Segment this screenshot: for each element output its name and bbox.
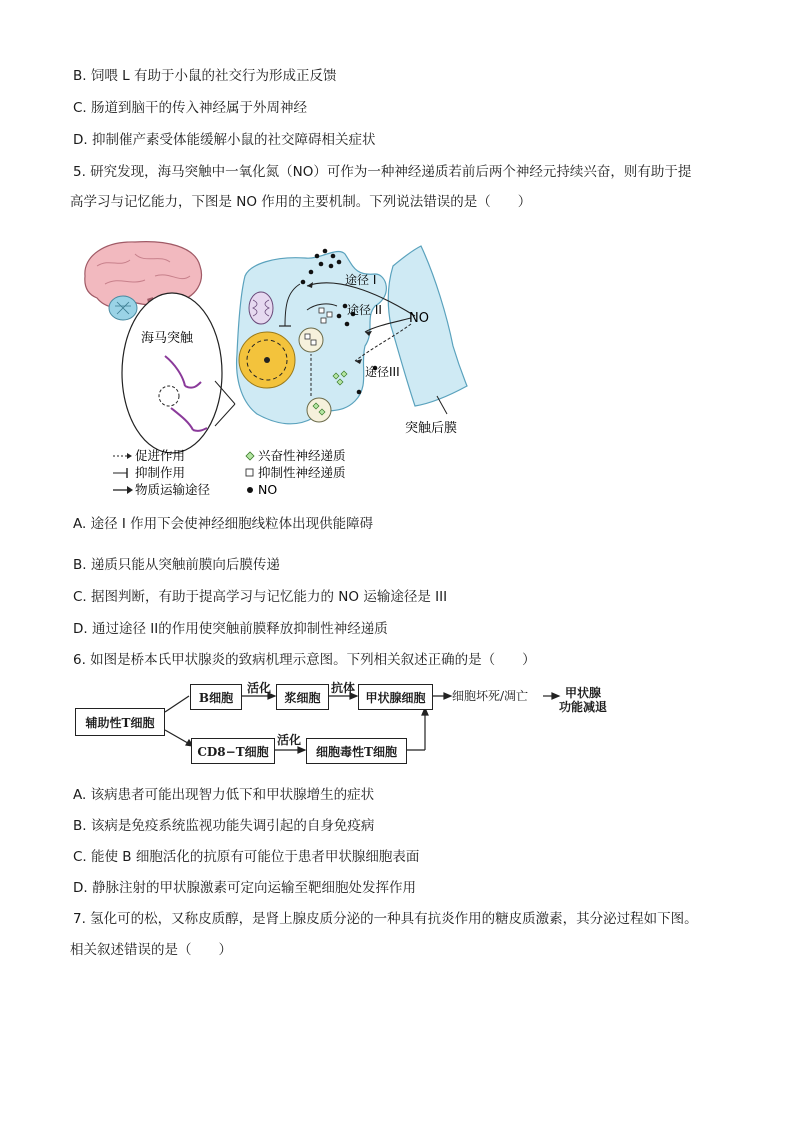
legend-no: NO: [258, 482, 278, 497]
q5-stem-line2: 高学习与记忆能力，下图是 NO 作用的主要机制。下列说法错误的是（ ）: [70, 194, 532, 210]
legend-transport: 物质运输途径: [135, 482, 211, 497]
q7-stem-line1: 7. 氢化可的松，又称皮质醇，是肾上腺皮质分泌的一种具有抗炎作用的糖皮质激素，其分泌过程如下图。: [73, 911, 698, 927]
no-label: NO: [409, 311, 429, 326]
legend-promote: 促进作用: [135, 448, 186, 463]
legend-inhibitory: 抑制性神经递质: [258, 465, 346, 480]
thyroid-function-label-2: 功能减退: [559, 700, 608, 714]
q6-option-a: A. 该病患者可能出现智力低下和甲状腺增生的症状: [73, 787, 375, 803]
legend-inhibit: 抑制作用: [135, 465, 186, 480]
q5-option-a: A. 途径 I 作用下会使神经细胞线粒体出现供能障碍: [73, 516, 374, 532]
q4-option-d: D. 抑制催产素受体能缓解小鼠的社交障碍相关症状: [73, 132, 376, 148]
legend-excitatory: 兴奋性神经递质: [258, 448, 346, 463]
no-mechanism-figure: [75, 236, 495, 504]
postsynaptic-membrane-shape: [388, 246, 467, 406]
thyroid-cell-box: 甲状腺细胞: [358, 684, 433, 710]
q5-option-c: C. 据图判断，有助于提高学习与记忆能力的 NO 运输途径是 III: [73, 589, 448, 605]
q5-stem-line1: 5. 研究发现，海马突触中一氧化氮（NO）可作为一种神经递质若前后两个神经元持续兴奋，则有助于提: [73, 164, 692, 180]
necrosis-label: 细胞坏死/凋亡: [452, 689, 529, 703]
q5-option-d: D. 通过途径 II的作用使突触前膜释放抑制性神经递质: [73, 621, 388, 637]
q4-option-c: C. 肠道到脑干的传入神经属于外周神经: [73, 100, 308, 116]
hippocampus-label: 海马突触: [141, 331, 194, 346]
helper-t-cell-box: 辅助性T细胞: [75, 708, 165, 736]
q6-option-d: D. 静脉注射的甲状腺激素可定向运输至靶细胞处发挥作用: [73, 880, 416, 896]
activate-label-2: 活化: [277, 733, 302, 747]
q6-option-c: C. 能使 B 细胞活化的抗原有可能位于患者甲状腺细胞表面: [73, 849, 420, 865]
path2-label: 途径 II: [347, 303, 382, 317]
b-cell-box: B细胞: [190, 684, 242, 710]
figure-legend: [113, 448, 346, 497]
thyroiditis-flowchart: [75, 680, 635, 766]
plasma-cell-box: 浆细胞: [276, 684, 329, 710]
q6-option-b: B. 该病是免疫系统监视功能失调引起的自身免疫病: [73, 818, 375, 834]
postsynaptic-label: 突触后膜: [405, 421, 458, 436]
q4-option-b: B. 饲喂 L 有助于小鼠的社交行为形成正反馈: [73, 68, 337, 84]
antibody-label: 抗体: [331, 681, 356, 695]
cd8-t-cell-box: CD8−T细胞: [191, 738, 275, 764]
activate-label-1: 活化: [247, 681, 272, 695]
path1-label: 途径 I: [345, 273, 377, 287]
q6-stem: 6. 如图是桥本氏甲状腺炎的致病机理示意图。下列相关叙述正确的是（ ）: [73, 652, 536, 668]
thyroid-function-label-1: 甲状腺: [565, 686, 602, 700]
cytotoxic-t-cell-box: 细胞毒性T细胞: [306, 738, 407, 764]
q5-option-b: B. 递质只能从突触前膜向后膜传递: [73, 557, 280, 573]
q7-stem-line2: 相关叙述错误的是（ ）: [70, 942, 232, 958]
path3-label: 途径III: [365, 365, 400, 379]
